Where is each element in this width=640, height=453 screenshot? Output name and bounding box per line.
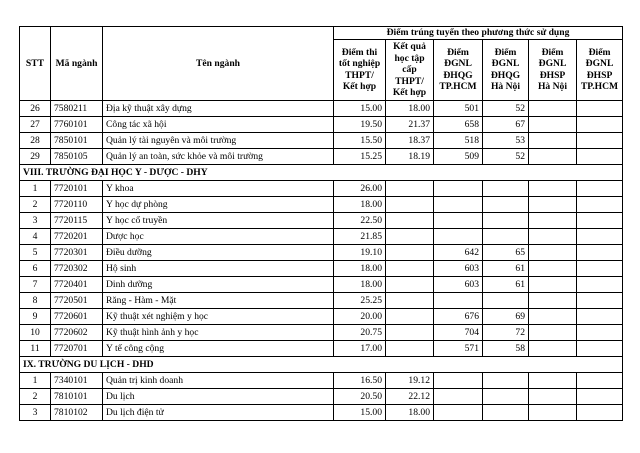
cell-ten-nganh: Y tế công cộng [103, 340, 334, 356]
cell-dgnl-hn-score: 65 [483, 244, 529, 260]
cell-ma-nganh: 7720501 [51, 292, 103, 308]
cell-dgnl-hcm-score [434, 404, 483, 420]
header-line: Điểm thi [341, 46, 378, 58]
cell-dhsp-hn-score [529, 372, 577, 388]
cell-stt: 6 [20, 260, 51, 276]
table-row [20, 324, 623, 340]
header-line: tốt nghiệp [338, 58, 381, 70]
cell-dhsp-hn-score [529, 148, 577, 164]
cell-dgnl-hn-score [483, 180, 529, 196]
table-row [20, 276, 623, 292]
cell-dhsp-hcm-score [577, 228, 623, 244]
cell-dhsp-hcm-score [577, 372, 623, 388]
table-row [20, 292, 623, 308]
cell-dgnl-hn-score: 53 [483, 132, 529, 148]
table-row [20, 212, 623, 228]
cell-dgnl-hn-score [483, 404, 529, 420]
header-dgnl-hn [483, 40, 529, 101]
table-row [20, 340, 623, 356]
section-row [20, 164, 623, 180]
cell-ma-nganh: 7340101 [51, 372, 103, 388]
cell-thpt-score: 19.10 [334, 244, 386, 260]
header-line: ĐGNL [538, 58, 567, 70]
cell-dgnl-hcm-score: 603 [434, 276, 483, 292]
cell-hoc-ba-score [386, 260, 434, 276]
cell-dgnl-hcm-score: 704 [434, 324, 483, 340]
cell-thpt-score: 20.50 [334, 388, 386, 404]
cell-dhsp-hn-score [529, 388, 577, 404]
cell-hoc-ba-score [386, 212, 434, 228]
cell-ten-nganh: Y khoa [103, 180, 334, 196]
cell-stt: 4 [20, 228, 51, 244]
cell-hoc-ba-score: 18.19 [386, 148, 434, 164]
cell-ten-nganh: Y học cổ truyền [103, 212, 334, 228]
cell-stt: 1 [20, 180, 51, 196]
header-line: Điểm [541, 46, 564, 58]
cell-dhsp-hn-score [529, 292, 577, 308]
cell-ma-nganh: 7720301 [51, 244, 103, 260]
cell-ten-nganh: Hộ sinh [103, 260, 334, 276]
header-line: ĐHSP [539, 69, 566, 81]
header-stt: STT [20, 27, 51, 101]
cell-hoc-ba-score [386, 292, 434, 308]
cell-ma-nganh: 7720115 [51, 212, 103, 228]
header-line: Hà Nội [537, 81, 568, 93]
cell-ten-nganh: Du lịch điện tử [103, 404, 334, 420]
cell-dhsp-hn-score [529, 260, 577, 276]
cell-dhsp-hcm-score [577, 132, 623, 148]
cell-stt: 8 [20, 292, 51, 308]
section-title: VIII. TRƯỜNG ĐẠI HỌC Y - DƯỢC - DHY [20, 164, 623, 180]
header-line: ĐHSP [586, 69, 613, 81]
header-line: Kết hợp [392, 87, 427, 98]
cell-dhsp-hcm-score [577, 180, 623, 196]
cell-dgnl-hcm-score: 658 [434, 116, 483, 132]
header-ma-nganh: Mã ngành [51, 27, 103, 101]
cell-dhsp-hn-score [529, 116, 577, 132]
cell-ma-nganh: 7720101 [51, 180, 103, 196]
cell-thpt-score: 18.00 [334, 196, 386, 212]
cell-thpt-score: 21.85 [334, 228, 386, 244]
cell-ma-nganh: 7720302 [51, 260, 103, 276]
cell-stt: 28 [20, 132, 51, 148]
cell-stt: 29 [20, 148, 51, 164]
cell-stt: 5 [20, 244, 51, 260]
cell-thpt-score: 20.00 [334, 308, 386, 324]
cell-ma-nganh: 7850101 [51, 132, 103, 148]
table-row [20, 228, 623, 244]
cell-thpt-score: 15.00 [334, 404, 386, 420]
cell-dgnl-hn-score: 58 [483, 340, 529, 356]
cell-hoc-ba-score [386, 340, 434, 356]
cell-thpt-score: 19.50 [334, 116, 386, 132]
cell-ten-nganh: Quản lý tài nguyên và môi trường [103, 132, 334, 148]
header-line: TP.HCM [580, 81, 619, 93]
cell-thpt-score: 20.75 [334, 324, 386, 340]
cell-dhsp-hn-score [529, 324, 577, 340]
cell-dhsp-hcm-score [577, 116, 623, 132]
cell-dhsp-hn-score [529, 100, 577, 116]
cell-dhsp-hn-score [529, 180, 577, 196]
cell-dgnl-hn-score: 61 [483, 260, 529, 276]
cell-stt: 3 [20, 212, 51, 228]
header-line: Kết quả [393, 41, 426, 52]
header-line: Kết hợp [342, 81, 377, 93]
cell-dgnl-hcm-score [434, 228, 483, 244]
cell-ma-nganh: 7720401 [51, 276, 103, 292]
cell-stt: 1 [20, 372, 51, 388]
section-title: IX. TRƯỜNG DU LỊCH - DHD [20, 356, 623, 372]
cell-ma-nganh: 7720201 [51, 228, 103, 244]
cell-dhsp-hcm-score [577, 244, 623, 260]
cell-ten-nganh: Dược học [103, 228, 334, 244]
table-row [20, 308, 623, 324]
cell-thpt-score: 18.00 [334, 260, 386, 276]
cell-ma-nganh: 7760101 [51, 116, 103, 132]
table-row [20, 100, 623, 116]
cell-dhsp-hn-score [529, 228, 577, 244]
cell-ma-nganh: 7810102 [51, 404, 103, 420]
cell-dhsp-hn-score [529, 308, 577, 324]
cell-stt: 27 [20, 116, 51, 132]
table-row [20, 404, 623, 420]
cell-dgnl-hn-score: 67 [483, 116, 529, 132]
cell-thpt-score: 15.25 [334, 148, 386, 164]
cell-dhsp-hcm-score [577, 404, 623, 420]
cell-stt: 2 [20, 388, 51, 404]
cell-ten-nganh: Răng - Hàm - Mặt [103, 292, 334, 308]
cell-dgnl-hcm-score [434, 196, 483, 212]
cell-dhsp-hcm-score [577, 100, 623, 116]
table-header [20, 27, 623, 101]
cell-hoc-ba-score [386, 180, 434, 196]
header-dgnl-hcm [434, 40, 483, 101]
cell-ma-nganh: 7720110 [51, 196, 103, 212]
header-hoc-ba [386, 40, 434, 101]
cell-hoc-ba-score [386, 228, 434, 244]
cell-thpt-score: 18.00 [334, 276, 386, 292]
table-row [20, 196, 623, 212]
cell-dhsp-hcm-score [577, 308, 623, 324]
cell-dgnl-hn-score: 72 [483, 324, 529, 340]
cell-dhsp-hcm-score [577, 212, 623, 228]
header-line: ĐGNL [585, 58, 614, 70]
cell-ten-nganh: Quản lý an toàn, sức khỏe và môi trường [103, 148, 334, 164]
cell-dhsp-hcm-score [577, 388, 623, 404]
cell-dgnl-hcm-score: 509 [434, 148, 483, 164]
cell-ma-nganh: 7720602 [51, 324, 103, 340]
header-line: THPT/ [345, 69, 374, 81]
cell-dhsp-hn-score [529, 340, 577, 356]
cell-dgnl-hcm-score [434, 292, 483, 308]
cell-dgnl-hcm-score [434, 212, 483, 228]
cell-dgnl-hcm-score: 642 [434, 244, 483, 260]
cell-thpt-score: 25.25 [334, 292, 386, 308]
cell-stt: 26 [20, 100, 51, 116]
cell-ten-nganh: Kỹ thuật hình ảnh y học [103, 324, 334, 340]
header-line: ĐHQG [443, 69, 473, 81]
cell-dhsp-hn-score [529, 196, 577, 212]
table-row [20, 148, 623, 164]
cell-hoc-ba-score: 22.12 [386, 388, 434, 404]
table-row [20, 244, 623, 260]
cell-dgnl-hn-score [483, 372, 529, 388]
cell-ten-nganh: Dinh dưỡng [103, 276, 334, 292]
cell-stt: 7 [20, 276, 51, 292]
cell-stt: 10 [20, 324, 51, 340]
cell-dgnl-hcm-score [434, 388, 483, 404]
cell-ma-nganh: 7580211 [51, 100, 103, 116]
header-line: TP.HCM [439, 81, 477, 93]
cell-dgnl-hcm-score: 676 [434, 308, 483, 324]
table-body [20, 100, 623, 420]
cell-hoc-ba-score: 18.00 [386, 100, 434, 116]
cell-dgnl-hcm-score: 501 [434, 100, 483, 116]
cell-ten-nganh: Điều dưỡng [103, 244, 334, 260]
cell-dhsp-hn-score [529, 276, 577, 292]
cell-dgnl-hn-score: 61 [483, 276, 529, 292]
cell-dhsp-hcm-score [577, 260, 623, 276]
cell-ma-nganh: 7720701 [51, 340, 103, 356]
cell-ten-nganh: Địa kỹ thuật xây dựng [103, 100, 334, 116]
cell-hoc-ba-score [386, 324, 434, 340]
cell-dhsp-hn-score [529, 244, 577, 260]
cell-dgnl-hn-score [483, 388, 529, 404]
cell-dgnl-hn-score: 52 [483, 148, 529, 164]
cell-dgnl-hn-score [483, 196, 529, 212]
cell-dgnl-hcm-score [434, 372, 483, 388]
header-line: Điểm [494, 46, 517, 58]
header-ten-nganh: Tên ngành [103, 27, 334, 101]
cell-dgnl-hcm-score [434, 180, 483, 196]
cell-thpt-score: 16.50 [334, 372, 386, 388]
table-row [20, 260, 623, 276]
cell-ma-nganh: 7810101 [51, 388, 103, 404]
cell-dgnl-hcm-score: 603 [434, 260, 483, 276]
table-row [20, 388, 623, 404]
cell-thpt-score: 17.00 [334, 340, 386, 356]
cell-hoc-ba-score [386, 308, 434, 324]
header-dhsp-hn [529, 40, 577, 101]
header-score-group: Điểm trúng tuyển theo phương thức sử dụng [334, 27, 623, 40]
cell-hoc-ba-score: 21.37 [386, 116, 434, 132]
cell-dgnl-hn-score [483, 292, 529, 308]
cell-stt: 11 [20, 340, 51, 356]
admission-score-table [19, 26, 623, 421]
cell-dgnl-hcm-score: 571 [434, 340, 483, 356]
cell-dhsp-hcm-score [577, 292, 623, 308]
cell-thpt-score: 15.50 [334, 132, 386, 148]
table-row [20, 180, 623, 196]
header-thpt [334, 40, 386, 101]
cell-thpt-score: 22.50 [334, 212, 386, 228]
cell-dhsp-hn-score [529, 212, 577, 228]
cell-dhsp-hcm-score [577, 148, 623, 164]
cell-ma-nganh: 7850105 [51, 148, 103, 164]
cell-hoc-ba-score: 19.12 [386, 372, 434, 388]
cell-hoc-ba-score [386, 244, 434, 260]
cell-stt: 2 [20, 196, 51, 212]
cell-ten-nganh: Du lịch [103, 388, 334, 404]
cell-thpt-score: 26.00 [334, 180, 386, 196]
table-row [20, 116, 623, 132]
cell-hoc-ba-score [386, 276, 434, 292]
cell-ten-nganh: Kỹ thuật xét nghiệm y học [103, 308, 334, 324]
cell-dgnl-hn-score: 69 [483, 308, 529, 324]
header-line: ĐGNL [491, 58, 520, 70]
cell-thpt-score: 15.00 [334, 100, 386, 116]
cell-dhsp-hn-score [529, 132, 577, 148]
header-line: Điểm [447, 46, 469, 58]
cell-ten-nganh: Y học dự phòng [103, 196, 334, 212]
cell-hoc-ba-score: 18.00 [386, 404, 434, 420]
header-line: học tập [394, 52, 425, 64]
cell-dgnl-hcm-score: 518 [434, 132, 483, 148]
cell-ten-nganh: Công tác xã hội [103, 116, 334, 132]
cell-ten-nganh: Quản trị kinh doanh [103, 372, 334, 388]
cell-stt: 3 [20, 404, 51, 420]
header-line: Hà Nội [490, 81, 521, 93]
cell-dhsp-hcm-score [577, 276, 623, 292]
cell-stt: 9 [20, 308, 51, 324]
cell-dgnl-hn-score [483, 212, 529, 228]
header-line: Điểm [588, 46, 611, 58]
cell-dgnl-hn-score: 52 [483, 100, 529, 116]
cell-dhsp-hcm-score [577, 196, 623, 212]
cell-hoc-ba-score [386, 196, 434, 212]
header-line: ĐGNL [444, 58, 472, 70]
cell-dgnl-hn-score [483, 228, 529, 244]
header-line: ĐHQG [490, 69, 521, 81]
cell-dhsp-hcm-score [577, 324, 623, 340]
table-row [20, 132, 623, 148]
cell-hoc-ba-score: 18.37 [386, 132, 434, 148]
cell-dhsp-hn-score [529, 404, 577, 420]
cell-ma-nganh: 7720601 [51, 308, 103, 324]
section-row [20, 356, 623, 372]
header-dhsp-hcm [577, 40, 623, 101]
cell-dhsp-hcm-score [577, 340, 623, 356]
table-row [20, 372, 623, 388]
header-line: cấp THPT/ [395, 64, 424, 87]
